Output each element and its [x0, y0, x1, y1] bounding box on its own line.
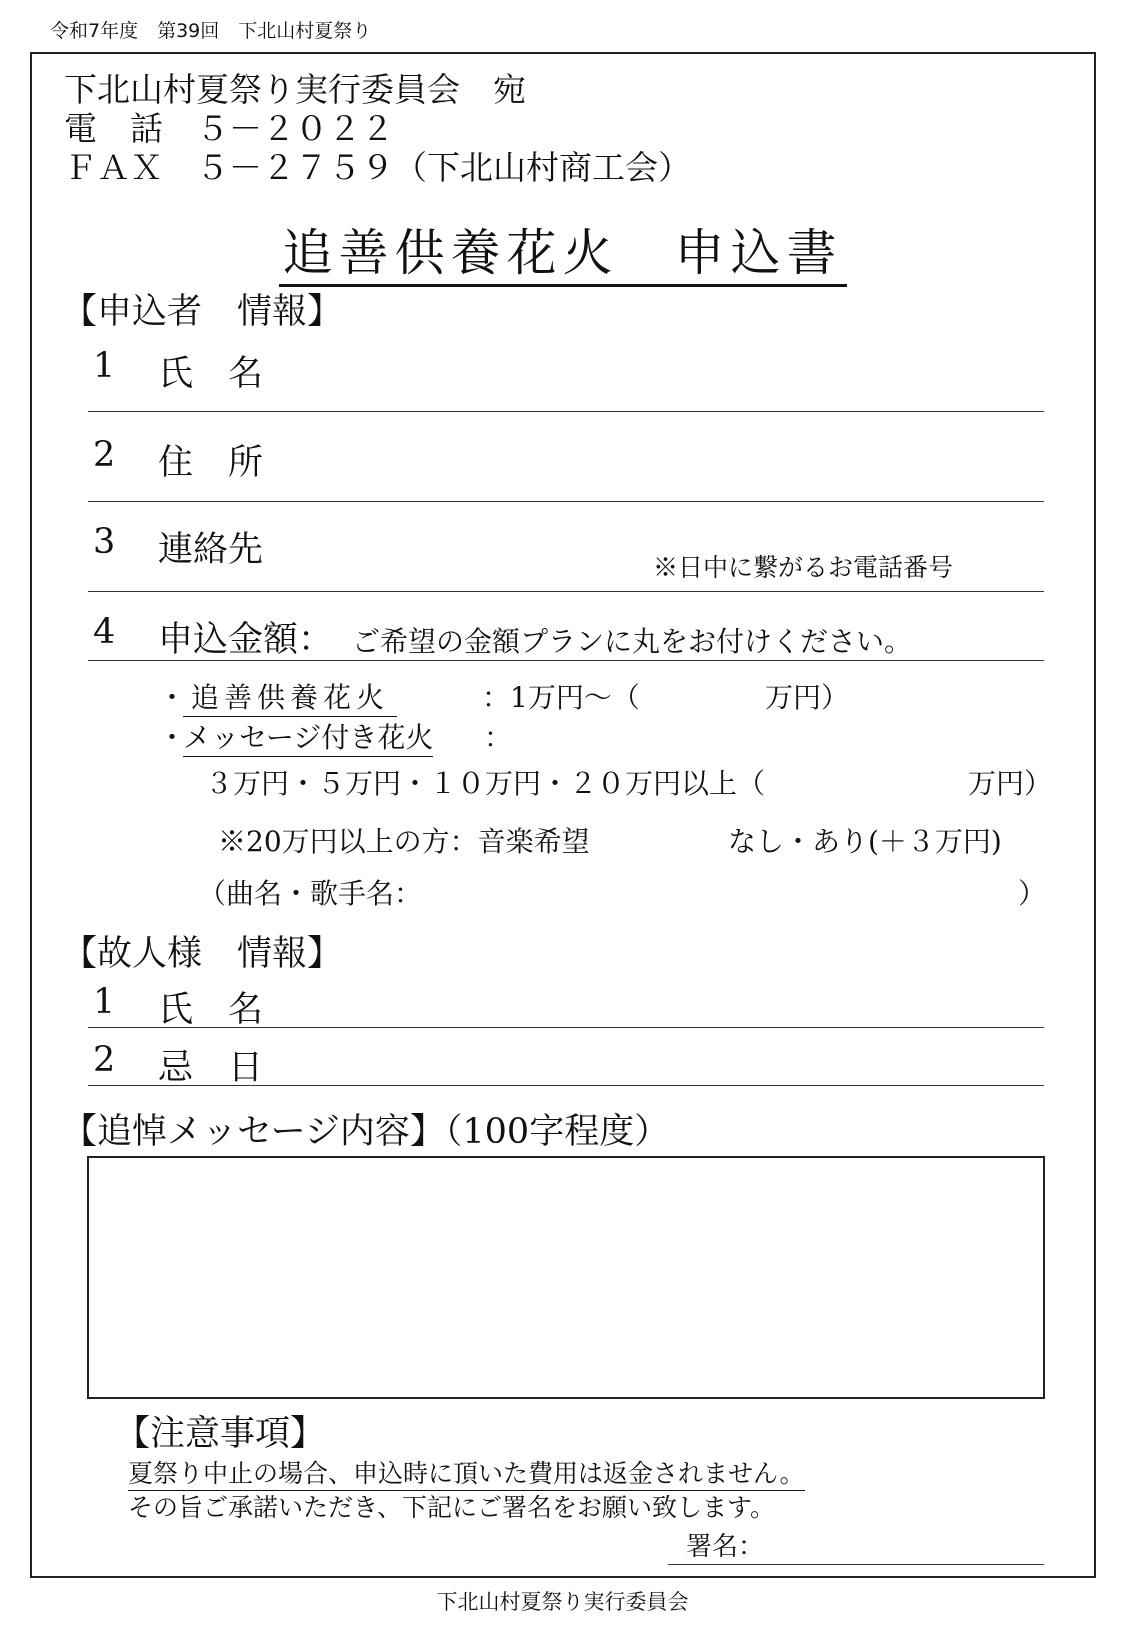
plan-memorial-unit: 万円）: [765, 681, 850, 714]
plan-message-options[interactable]: ３万円・５万円・１０万円・２０万円以上（: [205, 767, 766, 800]
music-options[interactable]: なし・あり(＋３万円): [728, 825, 1002, 858]
plan-memorial-bullet: ・: [158, 681, 187, 714]
deceased-name-label: 氏 名: [158, 990, 264, 1030]
plan-memorial-name[interactable]: 追善供養花火: [183, 676, 397, 717]
deceased-name-number: 1: [93, 982, 116, 1022]
contact-note: ※日中に繋がるお電話番号: [653, 553, 954, 582]
amount-label: 申込金額：: [158, 620, 334, 660]
amount-instruction: ご希望の金額プランに丸をお付けください。: [352, 625, 913, 658]
header-note: 令和7年度 第39回 下北山村夏祭り: [50, 20, 372, 42]
phone-number: 電 話 ５－２０２２: [64, 109, 394, 148]
applicant-address-label: 住 所: [158, 443, 264, 483]
signature-field[interactable]: [668, 1564, 1044, 1565]
form-title: 追善供養花火 申込書: [0, 213, 1125, 285]
applicant-contact-label: 連絡先: [158, 530, 264, 570]
plan-memorial-price: ：1万円～（: [482, 681, 640, 714]
applicant-contact-number: 3: [93, 522, 116, 562]
recipient: 下北山村夏祭り実行委員会 宛: [64, 70, 526, 109]
signature-label: 署名：: [686, 1532, 765, 1562]
deceased-date-field[interactable]: [88, 1085, 1044, 1086]
amount-number: 4: [93, 612, 116, 652]
caution-line-2: その旨ご承諾いただき、下記にご署名をお願い致します。: [128, 1493, 776, 1522]
music-note: ※20万円以上の方：音楽希望: [218, 825, 590, 858]
applicant-name-field[interactable]: [88, 411, 1044, 412]
plan-message-bullet: ・: [158, 721, 187, 754]
message-heading: 【追悼メッセージ内容】（100字程度）: [62, 1112, 670, 1152]
plan-message-unit: 万円）: [968, 767, 1053, 800]
plan-message-name[interactable]: メッセージ付き花火: [183, 716, 433, 757]
applicant-name-label: 氏 名: [158, 354, 264, 394]
fax-number: ＦＡＸ ５－２７５９（下北山村商工会）: [64, 148, 691, 187]
plan-message-colon: ：: [484, 721, 513, 754]
deceased-date-label: 忌 日: [158, 1048, 264, 1088]
applicant-address-field[interactable]: [88, 501, 1044, 502]
footer: 下北山村夏祭り実行委員会: [436, 1590, 689, 1614]
song-label: （曲名・歌手名：: [198, 877, 423, 910]
deceased-heading: 【故人様 情報】: [62, 934, 343, 974]
amount-divider: [88, 660, 1044, 661]
caution-line-1: 夏祭り中止の場合、申込時に頂いた費用は返金されません。: [128, 1454, 805, 1491]
deceased-name-field[interactable]: [88, 1027, 1044, 1028]
song-close: ）: [1018, 877, 1047, 910]
applicant-name-number: 1: [93, 346, 116, 386]
applicant-contact-field[interactable]: [88, 591, 1044, 592]
applicant-address-number: 2: [93, 435, 116, 475]
applicant-heading: 【申込者 情報】: [62, 292, 343, 332]
caution-heading: 【注意事項】: [115, 1414, 326, 1454]
deceased-date-number: 2: [93, 1040, 116, 1080]
message-textarea[interactable]: [87, 1156, 1045, 1399]
